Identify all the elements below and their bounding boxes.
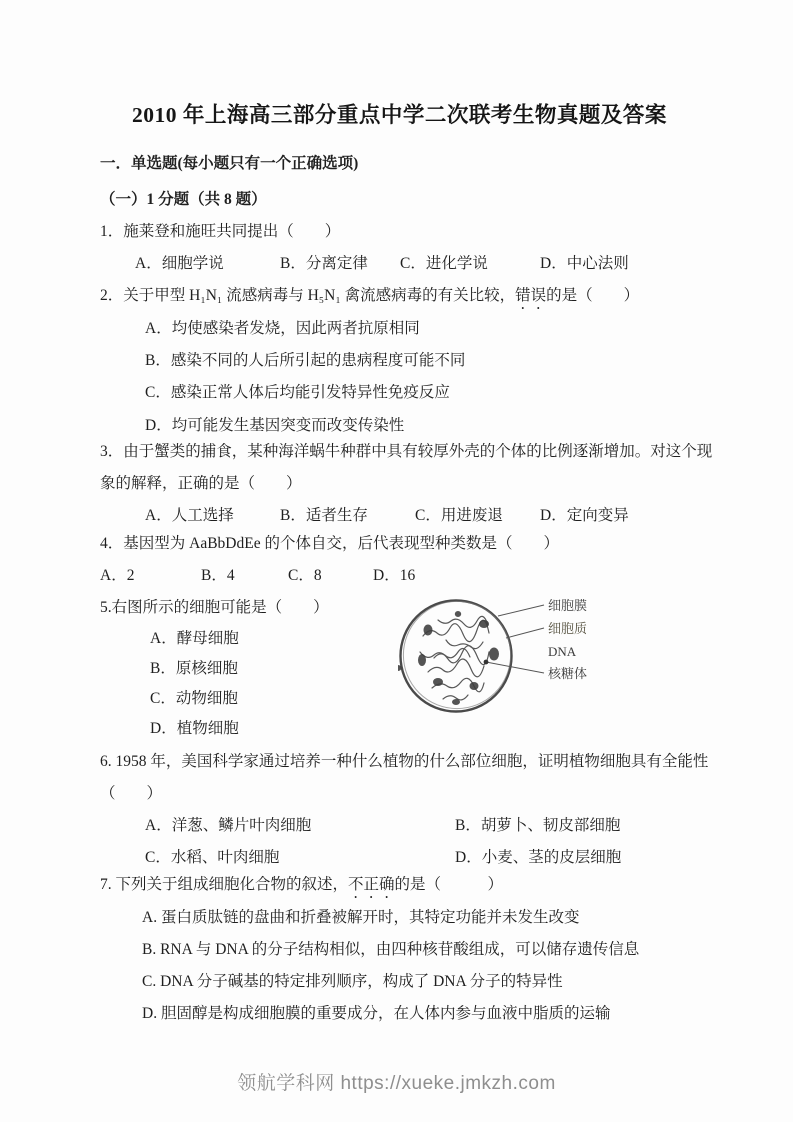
question-7 <box>100 869 699 1031</box>
question-3-text-line2: 象的解释，正确的是（ ） <box>100 474 302 492</box>
option-d: D．小麦、茎的皮层细胞 <box>455 849 622 867</box>
option-c: C．用进废退 <box>415 506 503 524</box>
option-c: C．8 <box>288 566 322 584</box>
question-4-options <box>100 560 699 592</box>
option-a: A．人工选择 <box>145 506 234 524</box>
question-3 <box>100 436 713 532</box>
cell-diagram-drawing <box>398 594 628 722</box>
option-a: A．细胞学说 <box>135 255 224 272</box>
question-6-text-line2: （ ） <box>100 784 163 802</box>
option-b: B．分离定律 <box>280 255 368 272</box>
option-c: C．感染正常人体后均能引发特异性免疫反应 <box>145 384 450 402</box>
question-7-options <box>142 902 699 1031</box>
option-c: C．动物细胞 <box>150 689 238 707</box>
question-6-text-line1: 6. 1958 年，美国科学家通过培养一种什么植物的什么部位细胞，证明植物细胞具有全能性 <box>100 752 709 770</box>
option-a: A．酵母细胞 <box>150 629 239 647</box>
watermark-footer: 领航学科网 https://xueke.jmkzh.com <box>237 1073 556 1094</box>
question-1-text: 1．施莱登和施旺共同提出（ ） <box>100 223 341 240</box>
subsection-heading: （一）1 分题（共 8 题） <box>100 191 267 208</box>
question-2-suffix: 的是（ ） <box>546 287 640 304</box>
question-2-text <box>100 280 699 313</box>
option-a: A. 蛋白质肽链的盘曲和折叠被解开时，其特定功能并未发生改变 <box>142 908 580 926</box>
option-b: B．适者生存 <box>280 506 368 524</box>
diagram-label-dna: DNA <box>548 643 577 659</box>
question-7-emphasis: 不正确 <box>348 875 395 893</box>
question-7-prefix: 7. 下列关于组成细胞化合物的叙述， <box>100 875 349 893</box>
option-d: D．定向变异 <box>540 506 629 524</box>
option-d: D. 胆固醇是构成细胞膜的重要成分，在人体内参与血液中脂质的运输 <box>142 1005 611 1023</box>
option-d: D．均可能发生基因突变而改变传染性 <box>145 416 405 434</box>
question-5 <box>100 592 699 744</box>
question-2-prefix: 2．关于甲型 H₁N₁ 流感病毒与 H₅N₁ 禽流感病毒的有关比较， <box>100 287 516 304</box>
option-c: C. DNA 分子碱基的特定排列顺序，构成了 DNA 分子的特异性 <box>142 973 563 991</box>
prokaryotic-cell-diagram <box>398 594 628 722</box>
question-2-options <box>145 313 699 442</box>
option-a: A．均使感染者发烧，因此两者抗原相同 <box>145 320 420 337</box>
diagram-label-cytoplasm: 细胞质 <box>548 620 588 636</box>
question-5-text: 5.右图所示的细胞可能是（ ） <box>100 598 329 616</box>
option-a: A．2 <box>100 566 135 584</box>
option-b: B．4 <box>201 566 235 584</box>
section-heading: 一．单选题(每小题只有一个正确选项) <box>100 155 359 172</box>
question-4 <box>100 528 699 592</box>
option-c: C．水稻、叶肉细胞 <box>145 849 280 867</box>
question-2-emphasis: 错误 <box>515 287 547 304</box>
question-7-suffix: 的是（ ） <box>394 875 504 893</box>
option-d: D．中心法则 <box>540 255 629 272</box>
option-c: C．进化学说 <box>400 255 488 272</box>
question-4-text: 4．基因型为 AaBbDdEe 的个体自交，后代表现型种类数是（ ） <box>100 534 559 552</box>
option-d: D．16 <box>373 566 416 584</box>
option-b: B. RNA 与 DNA 的分子结构相似，由四种核苷酸组成，可以储存遗传信息 <box>142 941 640 959</box>
diagram-label-cell-membrane: 细胞膜 <box>548 597 588 613</box>
page-title: 2010 年上海高三部分重点中学二次联考生物真题及答案 <box>132 103 667 127</box>
question-1 <box>100 216 699 280</box>
question-2 <box>100 280 699 442</box>
question-3-text-line1: 3．由于蟹类的捕食，某种海洋蜗牛种群中具有较厚外壳的个体的比例逐渐增加。对这个现 <box>100 442 713 460</box>
question-1-options <box>135 248 699 280</box>
option-b: B．原核细胞 <box>150 659 238 677</box>
option-b: B．感染不同的人后所引起的患病程度可能不同 <box>145 352 466 370</box>
option-a: A．洋葱、鳞片叶肉细胞 <box>145 816 312 834</box>
diagram-label-ribosome: 核糖体 <box>548 665 588 681</box>
option-b: B．胡萝卜、韧皮部细胞 <box>455 816 621 834</box>
question-6-options <box>145 810 699 875</box>
option-d: D．植物细胞 <box>150 719 239 737</box>
question-6 <box>100 746 709 875</box>
